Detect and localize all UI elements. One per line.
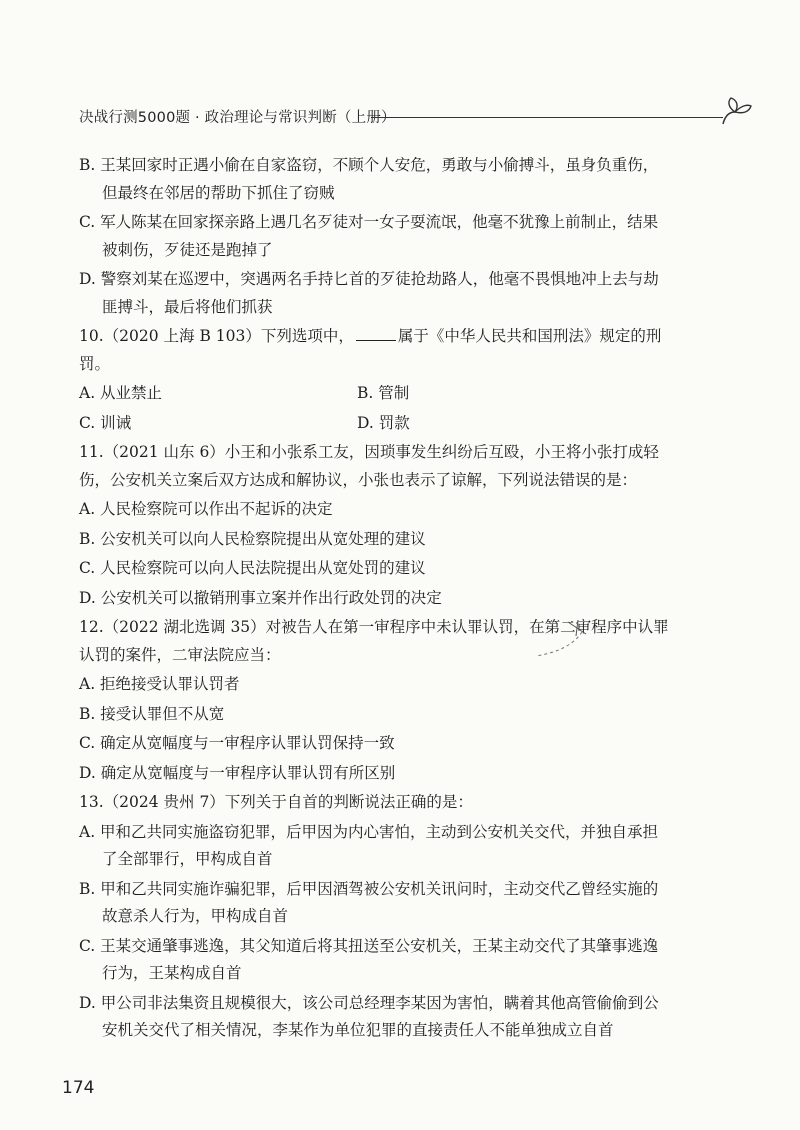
option-b-prev: B. 王某回家时正遇小偷在自家盗窃，不顾个人安危，勇敢与小偷搏斗，虽身负重伤，但最终在邻居的帮助下抓住了窃贼 (79, 156, 659, 202)
answer-blank (356, 326, 396, 341)
question-10-prefix: 10.（2020 上海 B 103）下列选项中， (79, 327, 354, 345)
q13-option-c: C. 王某交通肇事逃逸，其父知道后将其扭送至公安机关，王某主动交代了其肇事逃逸行为，王某构成自首 (79, 936, 659, 982)
q11-option-c: C. 人民检察院可以向人民法院提出从宽处罚的建议 (79, 559, 426, 577)
q13-option-a: A. 甲和乙共同实施盗窃犯罪，后甲因为内心害怕，主动到公安机关交代，并独自承担了全部罪行，甲构成自首 (79, 822, 659, 868)
option-d-prev: D. 警察刘某在巡逻中，突遇两名手持匕首的歹徒抢劫路人，他毫不畏惧地冲上去与劫匪搏斗，最后将他们抓获 (79, 270, 659, 316)
q11-option-d: D. 公安机关可以撤销刑事立案并作出行政处罚的决定 (79, 588, 442, 607)
q10-options-row-1 (79, 380, 669, 408)
header-rule (371, 117, 723, 118)
q10-options-row-2 (79, 410, 669, 438)
pencil-mark (530, 618, 600, 662)
page-number: 174 (62, 1078, 95, 1098)
option-c-prev: C. 军人陈某在回家探亲路上遇几名歹徒对一女子耍流氓，他毫不犹豫上前制止，结果被刺伤，歹徒还是跑掉了 (79, 213, 659, 259)
q12-option-d: D. 确定从宽幅度与一审程序认罪认罚有所区别 (79, 763, 396, 782)
q12-option-c: C. 确定从宽幅度与一审程序认罪认罚保持一致 (79, 734, 395, 752)
page-body (79, 152, 669, 1047)
q12-option-b: B. 接受认罪但不从宽 (79, 704, 225, 723)
q10-option-c: C. 训诫 (79, 413, 132, 432)
question-10 (79, 323, 669, 378)
q10-option-d: D. 罚款 (357, 413, 410, 432)
q11-option-b: B. 公安机关可以向人民检察院提出从宽处理的建议 (79, 529, 426, 548)
page-header (79, 106, 679, 130)
q13-option-d: D. 甲公司非法集资且规模很大，该公司总经理李某因为害怕，瞒着其他高管偷偷到公安机关交代了相关情况，李某作为单位犯罪的直接责任人不能单独成立自首 (79, 993, 659, 1039)
question-12: 12.（2022 湖北选调 35）对被告人在第一审程序中未认罪认罚，在第二审程序中认罪认罚的案件，二审法院应当： (79, 618, 669, 664)
question-11: 11.（2021 山东 6）小王和小张系工友，因琐事发生纠纷后互殴，小王将小张打成轻伤，公安机关立案后双方达成和解协议，小张也表示了谅解，下列说法错误的是： (79, 443, 659, 489)
question-10-suffix: 属于《中华人民共和国刑法》规定的刑罚。 (79, 327, 662, 373)
sprout-icon (719, 94, 753, 126)
q10-option-b: B. 管制 (357, 384, 410, 402)
q13-option-b: B. 甲和乙共同实施诈骗犯罪，后甲因酒驾被公安机关讯问时，主动交代乙曾经实施的故意杀人行为，甲构成自首 (79, 879, 659, 925)
question-13: 13.（2024 贵州 7）下列关于自首的判断说法正确的是： (79, 793, 473, 811)
q12-option-a: A. 拒绝接受认罪认罚者 (79, 675, 240, 693)
q11-option-a: A. 人民检察院可以作出不起诉的决定 (79, 500, 333, 518)
book-title: 决战行测5000题 · 政治理论与常识判断（上册） (79, 110, 396, 126)
q10-option-a: A. 从业禁止 (79, 384, 163, 402)
